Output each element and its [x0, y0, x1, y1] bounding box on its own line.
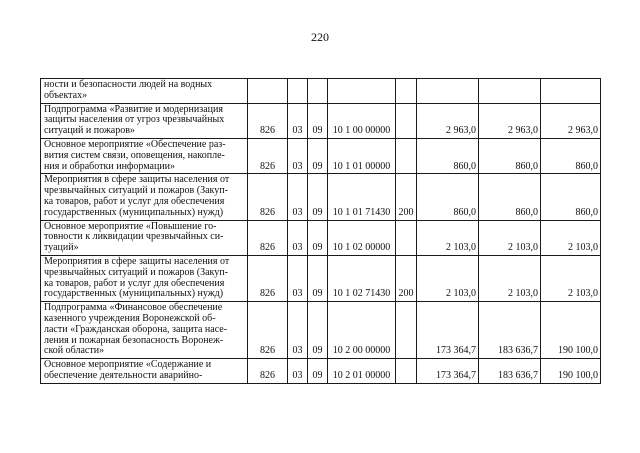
description-line: чрезвычайных ситуаций и пожаров (Закуп-	[44, 266, 228, 278]
cell-description	[41, 79, 248, 104]
description-line: объектах»	[44, 89, 88, 101]
cell-subsection	[308, 79, 328, 104]
cell-expense-type: 200	[396, 255, 417, 301]
cell-amount-year-3: 860,0	[541, 174, 601, 220]
description-line: государственных (муниципальных) нужд)	[44, 288, 224, 300]
cell-target-article: 10 1 01 00000	[328, 138, 396, 173]
cell-ved-code: 826	[248, 103, 288, 138]
cell-subsection: 09	[308, 103, 328, 138]
description-line: Основное мероприятие «Содержание и	[44, 359, 212, 371]
cell-amount-year-1	[417, 79, 479, 104]
cell-amount-year-2: 2 963,0	[479, 103, 541, 138]
cell-ved-code: 826	[248, 138, 288, 173]
description-line: защиты населения от угроз чрезвычайных	[44, 114, 225, 126]
cell-target-article: 10 1 02 00000	[328, 220, 396, 255]
cell-ved-code	[248, 79, 288, 104]
description-line: Подпрограмма «Финансовое обеспечение	[44, 302, 223, 314]
cell-amount-year-3	[541, 79, 601, 104]
cell-ved-code: 826	[248, 359, 288, 384]
cell-section: 03	[288, 138, 308, 173]
cell-expense-type	[396, 359, 417, 384]
cell-subsection: 09	[308, 359, 328, 384]
cell-amount-year-2: 183 636,7	[479, 359, 541, 384]
cell-expense-type	[396, 220, 417, 255]
cell-target-article	[328, 79, 396, 104]
cell-ved-code: 826	[248, 302, 288, 359]
cell-description	[41, 103, 248, 138]
description-line: туаций»	[44, 242, 79, 254]
cell-ved-code: 826	[248, 220, 288, 255]
cell-amount-year-2: 860,0	[479, 138, 541, 173]
description-line: ка товаров, работ и услуг для обеспечения	[44, 277, 225, 289]
cell-amount-year-2: 2 103,0	[479, 255, 541, 301]
cell-amount-year-1: 860,0	[417, 174, 479, 220]
cell-target-article: 10 2 00 00000	[328, 302, 396, 359]
cell-description	[41, 138, 248, 173]
cell-subsection: 09	[308, 174, 328, 220]
description-line: государственных (муниципальных) нужд)	[44, 206, 224, 218]
cell-amount-year-1: 860,0	[417, 138, 479, 173]
cell-amount-year-3: 2 963,0	[541, 103, 601, 138]
cell-amount-year-1: 2 963,0	[417, 103, 479, 138]
description-line: чрезвычайных ситуаций и пожаров (Закуп-	[44, 185, 228, 197]
cell-amount-year-2: 860,0	[479, 174, 541, 220]
cell-subsection: 09	[308, 255, 328, 301]
cell-description	[41, 220, 248, 255]
table-row	[41, 138, 601, 173]
description-line: вития систем связи, оповещения, накопле-	[44, 149, 225, 161]
table-row	[41, 174, 601, 220]
description-line: Основное мероприятие «Повышение го-	[44, 220, 217, 232]
cell-section: 03	[288, 302, 308, 359]
cell-amount-year-3: 190 100,0	[541, 302, 601, 359]
cell-subsection: 09	[308, 220, 328, 255]
cell-expense-type	[396, 138, 417, 173]
description-line: Мероприятия в сфере защиты населения от	[44, 255, 230, 267]
cell-amount-year-1: 173 364,7	[417, 302, 479, 359]
page-number: 220	[311, 30, 329, 44]
cell-amount-year-1: 2 103,0	[417, 220, 479, 255]
cell-section: 03	[288, 220, 308, 255]
cell-target-article: 10 1 00 00000	[328, 103, 396, 138]
description-line: ской области»	[44, 345, 105, 357]
cell-amount-year-1: 173 364,7	[417, 359, 479, 384]
cell-description	[41, 255, 248, 301]
cell-section: 03	[288, 174, 308, 220]
table-row	[41, 255, 601, 301]
table-row	[41, 359, 601, 384]
cell-amount-year-1: 2 103,0	[417, 255, 479, 301]
description-line: ка товаров, работ и услуг для обеспечения	[44, 195, 225, 207]
cell-description	[41, 302, 248, 359]
cell-ved-code: 826	[248, 255, 288, 301]
budget-table	[40, 78, 601, 384]
description-line: ления и пожарная безопасность Воронеж-	[44, 334, 224, 346]
table-row	[41, 79, 601, 104]
cell-description	[41, 359, 248, 384]
cell-description	[41, 174, 248, 220]
cell-section: 03	[288, 359, 308, 384]
description-line: обеспечение деятельности аварийно-	[44, 369, 203, 381]
cell-target-article: 10 1 01 71430	[328, 174, 396, 220]
cell-section: 03	[288, 255, 308, 301]
cell-ved-code: 826	[248, 174, 288, 220]
description-line: Мероприятия в сфере защиты населения от	[44, 174, 230, 186]
description-line: ласти «Гражданская оборона, защита насе-	[44, 323, 228, 335]
cell-amount-year-2: 183 636,7	[479, 302, 541, 359]
description-line: Подпрограмма «Развитие и модернизация	[44, 103, 223, 115]
description-line: ния и обработки информации»	[44, 160, 176, 172]
cell-section	[288, 79, 308, 104]
cell-amount-year-3: 2 103,0	[541, 220, 601, 255]
cell-section: 03	[288, 103, 308, 138]
cell-amount-year-3: 2 103,0	[541, 255, 601, 301]
cell-amount-year-3: 860,0	[541, 138, 601, 173]
cell-target-article: 10 1 02 71430	[328, 255, 396, 301]
table-row	[41, 103, 601, 138]
description-line: казенного учреждения Воронежской об-	[44, 312, 216, 324]
cell-expense-type	[396, 79, 417, 104]
table-row	[41, 302, 601, 359]
cell-subsection: 09	[308, 138, 328, 173]
description-line: Основное мероприятие «Обеспечение раз-	[44, 138, 226, 150]
cell-amount-year-3: 190 100,0	[541, 359, 601, 384]
cell-amount-year-2: 2 103,0	[479, 220, 541, 255]
description-line: ности и безопасности людей на водных	[44, 79, 213, 90]
cell-expense-type	[396, 103, 417, 138]
description-line: ситуаций и пожаров»	[44, 125, 135, 137]
cell-target-article: 10 2 01 00000	[328, 359, 396, 384]
cell-expense-type: 200	[396, 174, 417, 220]
cell-expense-type	[396, 302, 417, 359]
table-row	[41, 220, 601, 255]
budget-table-body	[41, 79, 601, 384]
description-line: товности к ликвидации чрезвычайных си-	[44, 231, 224, 243]
cell-amount-year-2	[479, 79, 541, 104]
cell-subsection: 09	[308, 302, 328, 359]
